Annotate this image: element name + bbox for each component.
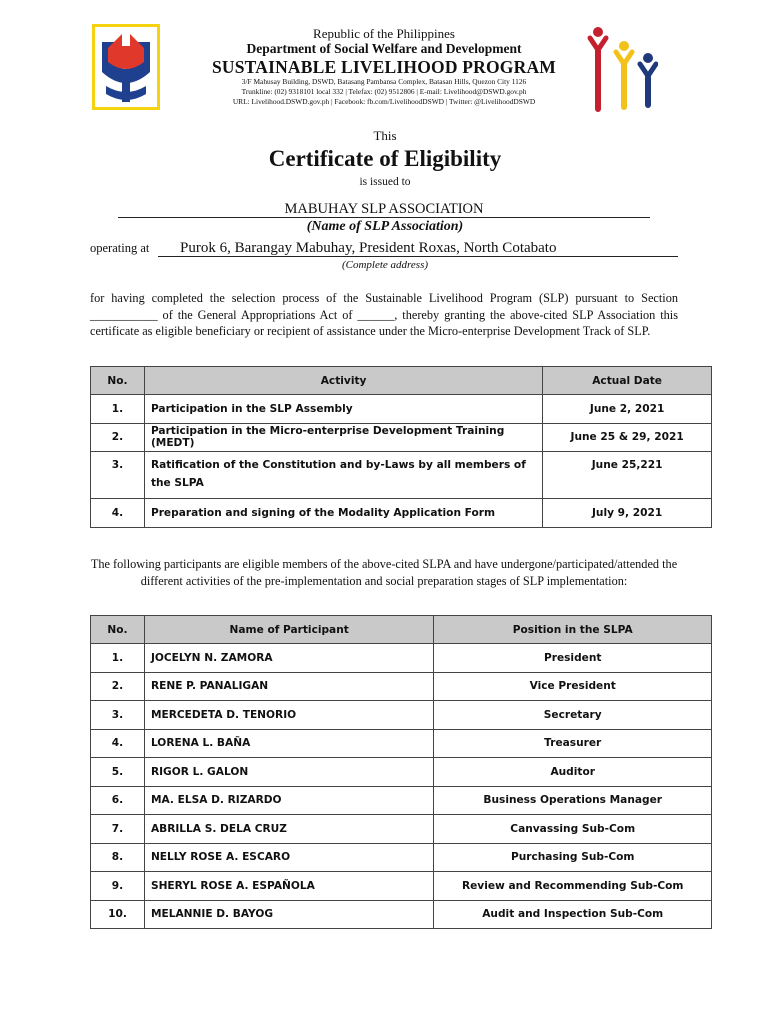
column-header: Actual Date [543, 367, 712, 395]
slp-people-logo-icon [586, 24, 658, 114]
row-number: 3. [91, 701, 145, 730]
participants-table [90, 615, 712, 929]
operating-at-label: operating at [90, 241, 150, 255]
participant-position: Review and Recommending Sub-Com [434, 872, 712, 901]
row-number: 5. [91, 758, 145, 787]
table-row [91, 395, 712, 424]
certificate-title: Certificate of Eligibility [268, 146, 502, 171]
web-line: URL: Livelihood.DSWD.gov.ph | Facebook: fb.com/LivelihoodDSWD | Twitter: @LivelihoodDSWD [232, 97, 536, 106]
participant-position: Treasurer [434, 729, 712, 758]
table-row [91, 872, 712, 901]
row-number: 2. [91, 672, 145, 701]
department-line: Department of Social Welfare and Development [246, 41, 522, 56]
column-header: No. [91, 616, 145, 644]
table-row [91, 729, 712, 758]
participant-name: ABRILLA S. DELA CRUZ [144, 815, 433, 844]
participant-position: Secretary [434, 701, 712, 730]
row-number: 10. [91, 900, 145, 929]
row-number: 1. [91, 644, 145, 673]
address-caption: (Complete address) [341, 259, 429, 271]
date-cell: June 2, 2021 [543, 395, 712, 424]
association-name-line [118, 201, 650, 218]
participant-position: Vice President [434, 672, 712, 701]
activities-table [90, 366, 712, 528]
column-header: Position in the SLPA [434, 616, 712, 644]
participant-name: JOCELYN N. ZAMORA [144, 644, 433, 673]
row-number: 3. [91, 452, 145, 499]
participants-note: The following participants are eligible members of the above-cited SLPA and have undergone/participated/attended the different activities of the pre-implementation and social preparation stages of SLP implementation: [90, 557, 678, 588]
participant-position: Auditor [434, 758, 712, 787]
eligibility-paragraph: for having completed the selection process of the Sustainable Livelihood Program (SLP) pursuant to Section ___________ of the General Appropriations Act of ______, thereby granting the above-cited SLP Association this certificate as eligible beneficiary or recipient of assistance under the Micro-enterprise Development Track of SLP. [90, 291, 678, 338]
participant-name: SHERYL ROSE A. ESPAÑOLA [144, 872, 433, 901]
activity-cell: Ratification of the Constitution and by-Laws by all members of the SLPA [144, 452, 542, 499]
participant-name: RENE P. PANALIGAN [144, 672, 433, 701]
activity-cell: Preparation and signing of the Modality Application Form [144, 499, 542, 528]
participant-position: Audit and Inspection Sub-Com [434, 900, 712, 929]
participant-name: MELANNIE D. BAYOG [144, 900, 433, 929]
table-row [91, 644, 712, 673]
program-line: SUSTAINABLE LIVELIHOOD PROGRAM [211, 57, 557, 77]
dswd-logo-icon [92, 24, 160, 110]
row-number: 1. [91, 395, 145, 424]
table-header-row [91, 367, 712, 395]
activity-cell: Participation in the Micro-enterprise Development Training (MEDT) [144, 423, 542, 452]
table-row [91, 758, 712, 787]
address-line-field [158, 239, 678, 257]
table-row [91, 843, 712, 872]
participant-name: RIGOR L. GALON [144, 758, 433, 787]
participant-name: MA. ELSA D. RIZARDO [144, 786, 433, 815]
participant-position: Purchasing Sub-Com [434, 843, 712, 872]
table-row [91, 423, 712, 452]
participant-name: LORENA L. BAÑA [144, 729, 433, 758]
row-number: 2. [91, 423, 145, 452]
table-row [91, 900, 712, 929]
table-row [91, 815, 712, 844]
row-number: 4. [91, 499, 145, 528]
address-line: 3/F Mahusay Building, DSWD, Batasang Pambansa Complex, Batasan Hills, Quezon City 1126 [241, 77, 527, 86]
table-row [91, 701, 712, 730]
table-header-row [91, 616, 712, 644]
date-cell: July 9, 2021 [543, 499, 712, 528]
table-row [91, 786, 712, 815]
row-number: 6. [91, 786, 145, 815]
column-header: Activity [144, 367, 542, 395]
row-number: 4. [91, 729, 145, 758]
row-number: 9. [91, 872, 145, 901]
association-name: MABUHAY SLP ASSOCIATION [284, 201, 484, 217]
participant-name: MERCEDETA D. TENORIO [144, 701, 433, 730]
association-address: Purok 6, Barangay Mabuhay, President Roxas, North Cotabato [180, 240, 557, 256]
contact-line: Trunkline: (02) 9318101 local 332 | Telefax: (02) 9512806 | E-mail: Livelihood@DSWD.gov.ph [241, 87, 527, 96]
participant-position: Business Operations Manager [434, 786, 712, 815]
table-row [91, 499, 712, 528]
table-row [91, 672, 712, 701]
column-header: No. [91, 367, 145, 395]
column-header: Name of Participant [144, 616, 433, 644]
republic-line: Republic of the Philippines [313, 26, 455, 41]
row-number: 7. [91, 815, 145, 844]
row-number: 8. [91, 843, 145, 872]
this-label: This [373, 128, 397, 143]
letterhead [0, 0, 768, 120]
participant-name: NELLY ROSE A. ESCARO [144, 843, 433, 872]
participant-position: President [434, 644, 712, 673]
date-cell: June 25,221 [543, 452, 712, 499]
issued-to-label: is issued to [359, 176, 411, 188]
association-caption: (Name of SLP Association) [306, 219, 464, 234]
table-row [91, 452, 712, 499]
date-cell: June 25 & 29, 2021 [543, 423, 712, 452]
activity-cell: Participation in the SLP Assembly [144, 395, 542, 424]
participant-position: Canvassing Sub-Com [434, 815, 712, 844]
